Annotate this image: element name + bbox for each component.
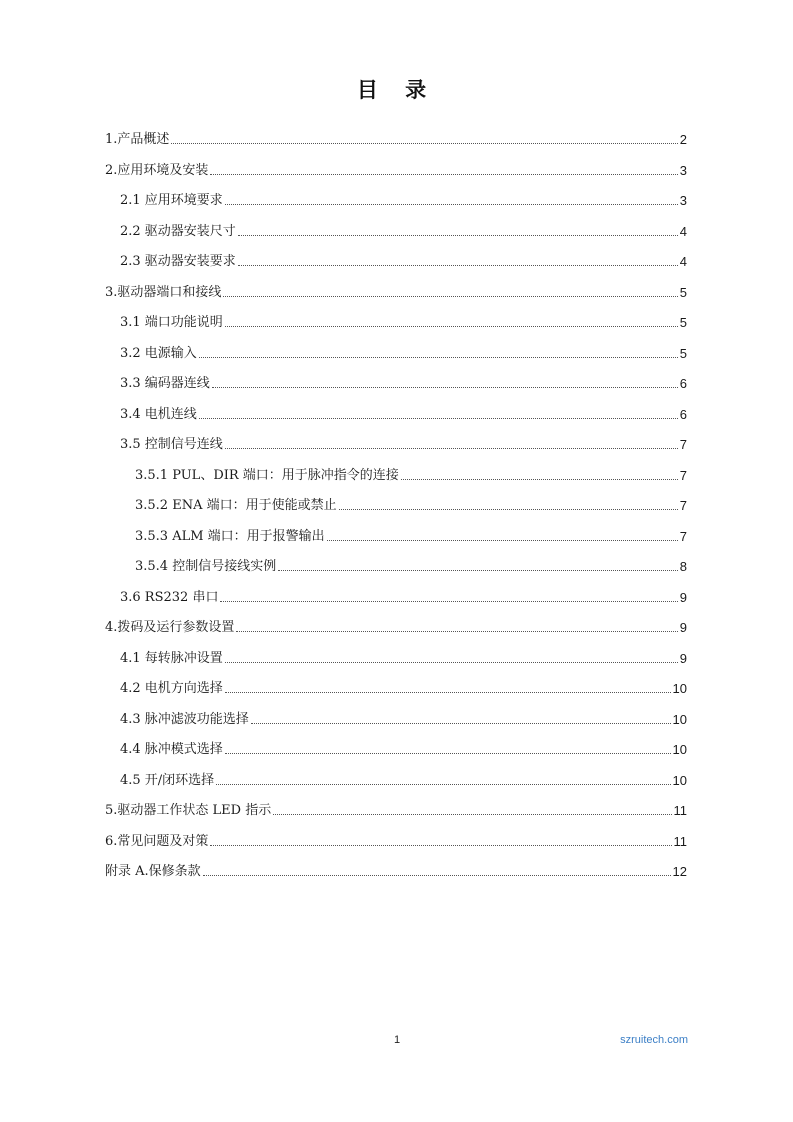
toc-entry-page: 3 (679, 162, 687, 178)
toc-entry-label: 3.5.2 ENA 端口：用于使能或禁止 (135, 498, 337, 513)
toc-entry-label: 6.常见问题及对策 (105, 833, 209, 849)
toc-dot-leader (339, 508, 678, 510)
toc-dot-leader (225, 752, 671, 754)
toc-entry-page: 5 (679, 315, 687, 330)
toc-entry-label: 4.2 电机方向选择 (120, 681, 223, 696)
toc-entry-page: 9 (679, 589, 687, 605)
toc-dot-leader (223, 295, 677, 297)
toc-entry[interactable] (120, 248, 687, 270)
toc-title: 目 录 (356, 78, 437, 102)
toc-entry-page: 4 (679, 223, 687, 239)
toc-entry-page: 10 (672, 772, 687, 788)
toc-dot-leader (278, 569, 678, 571)
toc-entry-label: 4.拨码及运行参数设置 (105, 620, 235, 635)
toc-entry-label: 3.4 电机连线 (120, 406, 197, 422)
toc-entry-page: 6 (679, 406, 687, 422)
toc-entry-label: 2.应用环境及安装 (105, 162, 209, 178)
toc-entry-page: 6 (679, 376, 687, 391)
toc-entry[interactable] (120, 370, 687, 392)
toc-entry-label: 3.5.1 PUL、DIR 端口：用于脉冲指令的连接 (135, 467, 399, 483)
toc-dot-leader (225, 691, 671, 693)
toc-dot-leader (210, 844, 671, 846)
toc-entry-page: 7 (679, 437, 687, 452)
toc-entry-label: 3.2 电源输入 (120, 345, 197, 361)
toc-dot-leader (212, 386, 678, 388)
toc-entry-page: 10 (672, 711, 687, 727)
toc-dot-leader (251, 722, 671, 724)
toc-entry-page: 9 (679, 620, 687, 635)
toc-entry-label: 3.驱动器端口和接线 (105, 284, 222, 300)
toc-entry[interactable] (105, 614, 687, 636)
toc-entry[interactable] (120, 340, 687, 362)
toc-entry-page: 11 (673, 833, 687, 849)
toc-entry-page: 7 (679, 498, 687, 513)
toc-entry[interactable] (120, 675, 687, 697)
toc-entry[interactable] (120, 645, 687, 667)
toc-entry-label: 3.6 RS232 串口 (120, 589, 219, 605)
toc-dot-leader (236, 630, 677, 632)
toc-entry[interactable] (135, 523, 687, 545)
toc-entry-label: 3.3 编码器连线 (120, 376, 210, 391)
toc-dot-leader (199, 417, 678, 419)
toc-entry-page: 2 (679, 132, 687, 147)
toc-dot-leader (171, 142, 677, 144)
toc-entry[interactable] (120, 218, 687, 240)
toc-entry[interactable] (135, 462, 687, 484)
toc-dot-leader (225, 325, 678, 327)
toc-entry[interactable] (120, 187, 687, 209)
toc-entry-label: 2.1 应用环境要求 (120, 193, 223, 208)
toc-entry[interactable] (120, 309, 687, 331)
toc-dot-leader (199, 356, 678, 358)
toc-entry-label: 4.3 脉冲滤波功能选择 (120, 711, 249, 727)
toc-dot-leader (401, 478, 678, 480)
toc-entry-label: 5.驱动器工作状态 LED 指示 (105, 803, 272, 818)
toc-entry-label: 附录 A.保修条款 (105, 864, 201, 879)
toc-entry-label: 3.5.4 控制信号接线实例 (135, 559, 277, 574)
toc-entry[interactable] (120, 706, 687, 728)
toc-dot-leader (225, 661, 678, 663)
toc-entry[interactable] (105, 279, 687, 301)
toc-entry-page: 10 (672, 681, 687, 696)
toc-entry-page: 7 (679, 528, 687, 544)
toc-entry-page: 10 (672, 742, 687, 757)
toc-entry[interactable] (105, 126, 687, 148)
toc-entry[interactable] (120, 584, 687, 606)
toc-dot-leader (238, 234, 678, 236)
footer-page-number: 1 (393, 1034, 401, 1046)
toc-dot-leader (203, 874, 671, 876)
toc-entry-page: 8 (679, 559, 687, 574)
toc-entry-label: 2.3 驱动器安装要求 (120, 254, 236, 269)
toc-dot-leader (327, 539, 678, 541)
toc-entry[interactable] (105, 797, 687, 819)
toc-entry-page: 9 (679, 650, 687, 666)
toc-entry-page: 11 (673, 803, 687, 818)
toc-entry-page: 5 (679, 345, 687, 361)
toc-entry-label: 1.产品概述 (105, 132, 170, 147)
toc-entry[interactable] (135, 492, 687, 514)
toc-entry-page: 7 (679, 467, 687, 483)
toc-dot-leader (225, 203, 678, 205)
toc-entry[interactable] (120, 767, 687, 789)
toc-dot-leader (225, 447, 678, 449)
toc-entry-label: 4.5 开/闭环选择 (120, 772, 215, 788)
toc-entry-label: 4.4 脉冲模式选择 (120, 742, 223, 757)
toc-entry-page: 4 (679, 254, 687, 269)
toc-entry[interactable] (105, 157, 687, 179)
footer-website: szruitech.com (620, 1034, 688, 1046)
toc-dot-leader (238, 264, 678, 266)
toc-dot-leader (216, 783, 670, 785)
toc-entry[interactable] (105, 858, 687, 880)
toc-entry[interactable] (120, 401, 687, 423)
toc-dot-leader (273, 813, 671, 815)
toc-dot-leader (220, 600, 677, 602)
toc-entry-page: 12 (672, 864, 687, 879)
toc-entry-label: 3.5 控制信号连线 (120, 437, 223, 452)
toc-entry-page: 5 (679, 284, 687, 300)
toc-entry-label: 3.5.3 ALM 端口：用于报警输出 (135, 528, 325, 544)
toc-entry-page: 3 (679, 193, 687, 208)
toc-entry[interactable] (105, 828, 687, 850)
toc-dot-leader (210, 173, 677, 175)
toc-entry[interactable] (120, 736, 687, 758)
toc-entry[interactable] (135, 553, 687, 575)
toc-entry-label: 3.1 端口功能说明 (120, 315, 223, 330)
toc-entry-label: 4.1 每转脉冲设置 (120, 650, 223, 666)
toc-entry[interactable] (120, 431, 687, 453)
toc-entry-label: 2.2 驱动器安装尺寸 (120, 223, 236, 239)
